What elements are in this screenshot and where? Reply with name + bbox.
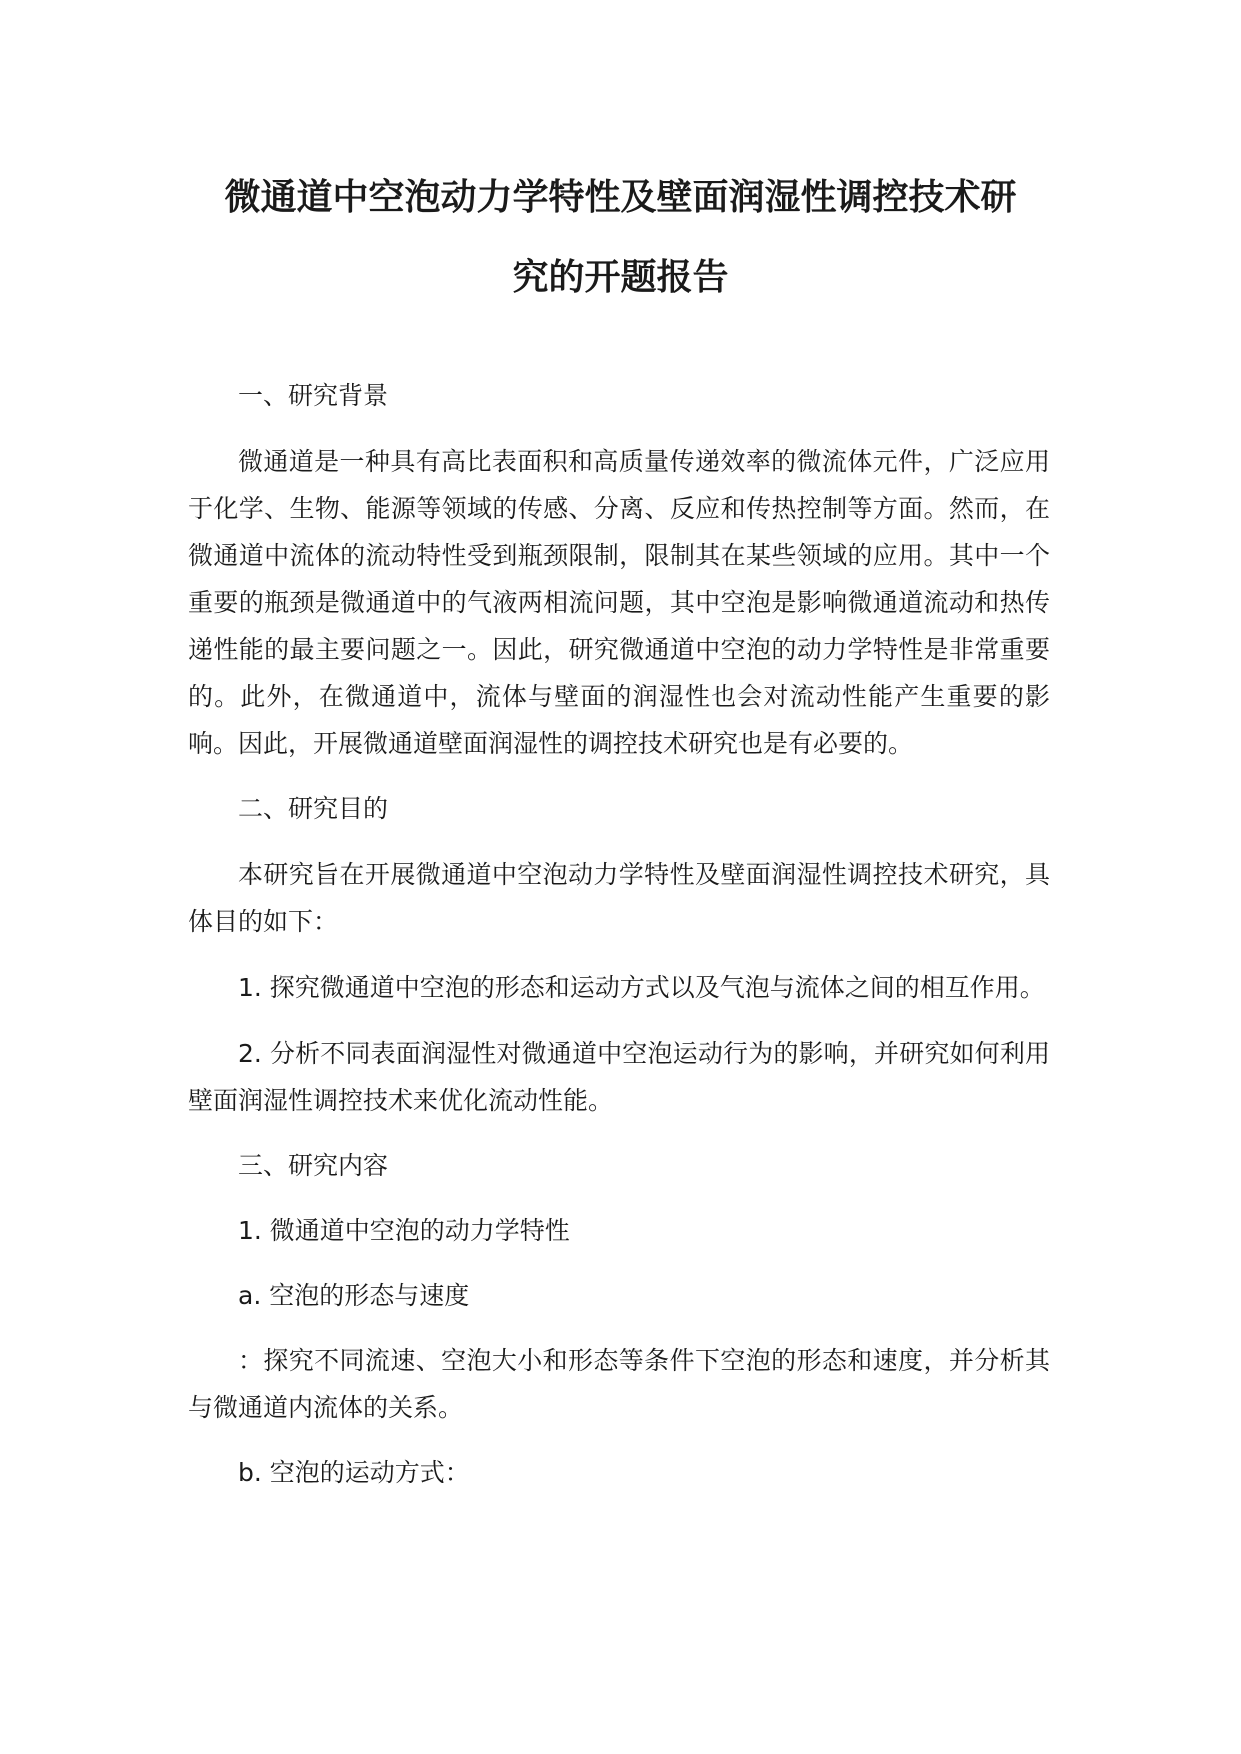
title-line-1: 微通道中空泡动力学特性及壁面润湿性调控技术研 (224, 177, 1017, 218)
purpose-item-1: 1. 探究微通道中空泡的形态和运动方式以及气泡与流体之间的相互作用。 (238, 973, 1045, 1002)
paragraph-background: 微通道是一种具有高比表面积和高质量传递效率的微流体元件，广泛应用于化学、生物、能源等领域的传感、分离、反应和传热控制等方面。然而，在微通道中流体的流动特性受到瓶颈限制，限制其在某些领域的应用。其中一个重要的瓶颈是微通道中的气液两相流问题，其中空泡是影响微通道流动和热传递性能的最主要问题之一。因此，研究微通道中空泡的动力学特性是非常重要的。此外，在微通道中，流体与壁面的润湿性也会对流动性能产生重要的影响。因此，开展微通道壁面润湿性的调控技术研究也是有必要的。 (188, 447, 1050, 758)
paragraph-purpose: 本研究旨在开展微通道中空泡动力学特性及壁面润湿性调控技术研究，具体目的如下： (188, 860, 1050, 936)
content-subitem-a: a. 空泡的形态与速度 (238, 1281, 470, 1310)
section-heading-purpose: 二、研究目的 (238, 794, 389, 823)
content-subitem-b: b. 空泡的运动方式： (238, 1458, 470, 1487)
document-body (188, 372, 1050, 1496)
section-heading-content: 三、研究内容 (238, 1151, 389, 1180)
content-item-1: 1. 微通道中空泡的动力学特性 (238, 1216, 570, 1245)
section-heading-background: 一、研究背景 (238, 381, 389, 410)
purpose-item-2: 2. 分析不同表面润湿性对微通道中空泡运动行为的影响，并研究如何利用壁面润湿性调控技术来优化流动性能。 (188, 1039, 1050, 1115)
title-line-2: 究的开题报告 (512, 257, 729, 298)
content-subitem-a-text: ：探究不同流速、空泡大小和形态等条件下空泡的形态和速度，并分析其与微通道内流体的关系。 (188, 1346, 1050, 1422)
document-title (180, 158, 1061, 318)
